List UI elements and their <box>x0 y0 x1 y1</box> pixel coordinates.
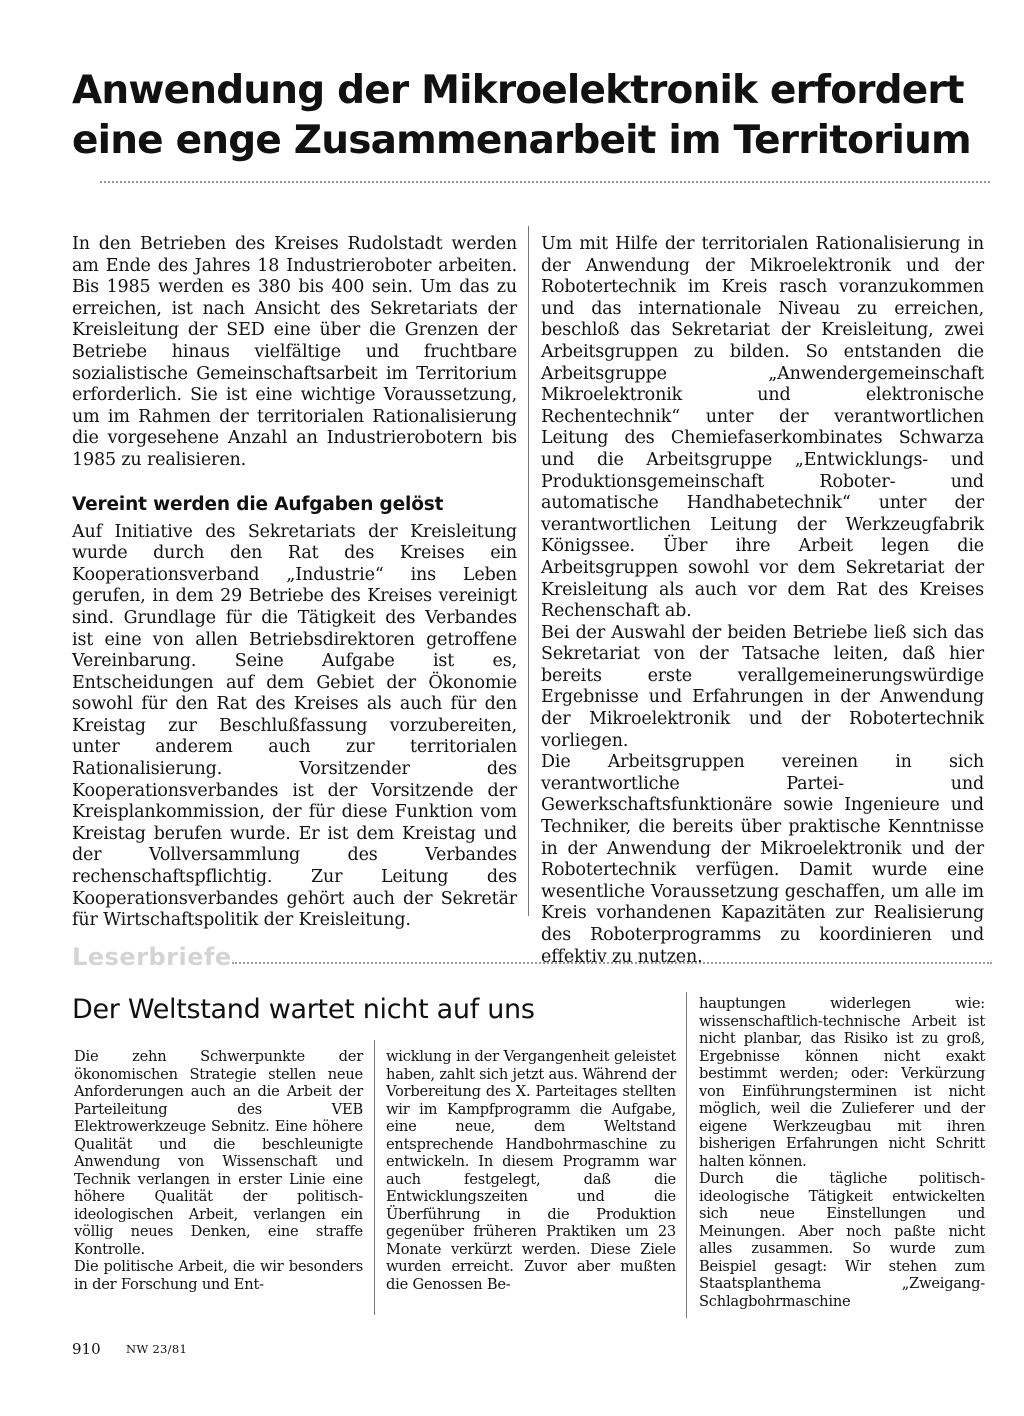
paragraph: In den Betrieben des Kreises Rudolstadt werden am Ende des Jahres 18 Industrieroboter arbeiten. Bis 1985 werden es 380 bis 400 sein. Um das zu erreichen, ist nach Ansicht des Sekretariats der Kreisleitung der SED eine über die Grenzen der Betriebe hinaus vielfältige und fruchtbare sozialistische Gemeinschaftsarbeit im Territorium erforderlich. Sie ist eine wichtige Voraussetzung, um im Rahmen der territorialen Rationalisierung die vorgesehene Anzahl an Industrierobotern bis 1985 zu realisieren. <box>72 234 517 470</box>
paragraph: Bei der Auswahl der beiden Betriebe ließ sich das Sekretariat von der Tatsache leiten, daß hier bereits erste verallgemeinerungswürdige Ergebnisse und Erfahrungen in der Anwendung der Mikroelektronik und der Robotertechnik vorliegen. <box>541 622 984 751</box>
section-divider <box>232 962 992 964</box>
paragraph: Durch die tägliche politisch-ideologische Tätigkeit entwickelten sich neue Einstellungen und Meinungen. Aber noch paßte nicht alles zusammen. So wurde zum Beispiel gesagt: Wir stehen zum Staatsplanthema „Zweigang-Schlagbohrmaschine <box>699 1170 985 1310</box>
article-headline <box>72 66 992 166</box>
section-label: Leserbriefe <box>72 943 232 971</box>
letter-headline: Der Weltstand wartet nicht auf uns <box>72 994 535 1025</box>
letter-column-2 <box>386 1048 676 1293</box>
article-column-1 <box>72 234 517 932</box>
headline-divider <box>100 181 990 183</box>
column-divider <box>528 226 529 916</box>
letter-column-1 <box>74 1048 363 1293</box>
issue-label: NW 23/81 <box>126 1342 188 1356</box>
paragraph: wicklung in der Vergangenheit geleistet haben, zahlt sich jetzt aus. Während der Vorbereitung des X. Parteitages stellten wir im Kampfprogramm die Aufgabe, eine neue, dem Weltstand entsprechende Handbohrmaschine zu entwickeln. In diesem Programm war auch festgelegt, daß die Entwicklungszeiten und die Überführung in die Produktion gegenüber früheren Praktiken um 23 Monate verkürzt werden. Diese Ziele wurden erreicht. Zuvor aber mußten die Genossen Be- <box>386 1048 676 1293</box>
headline-line-2: eine enge Zusammenarbeit im Territorium <box>72 118 971 163</box>
article-column-2 <box>541 234 984 968</box>
column-divider <box>374 1040 375 1315</box>
letter-column-3 <box>699 995 985 1310</box>
subheading: Vereint werden die Aufgaben gelöst <box>72 493 444 515</box>
paragraph: Die politische Arbeit, die wir besonders in der Forschung und Ent- <box>74 1258 363 1293</box>
page-number: 910 <box>72 1340 101 1358</box>
column-divider <box>686 992 687 1318</box>
headline-line-1: Anwendung der Mikroelektronik erfordert <box>72 68 964 113</box>
paragraph: Die zehn Schwerpunkte der ökonomischen Strategie stellen neue Anforderungen auch an die Arbeit der Parteileitung des VEB Elektrowerkzeuge Sebnitz. Eine höhere Qualität und die beschleunigte Anwendung von Wissenschaft und Technik verlangen in erster Linie eine höhere Qualität der politisch-ideologischen Arbeit, verlangen ein völlig neues Denken, eine straffe Kontrolle. <box>74 1048 363 1258</box>
paragraph: Um mit Hilfe der territorialen Rationalisierung in der Anwendung der Mikroelektronik und der Robotertechnik im Kreis rasch voranzukommen und das internationale Niveau zu erreichen, beschloß das Sekretariat der Kreisleitung, zwei Arbeitsgruppen zu bilden. So entstanden die Arbeitsgruppe „Anwendergemeinschaft Mikroelektronik und elektronische Rechentechnik“ unter der verantwortlichen Leitung des Chemiefaserkombinates Schwarza und die Arbeitsgruppe „Entwicklungs- und Produktionsgemeinschaft Roboter- und automatische Handhabetechnik“ unter der verantwortlichen Leitung der Werkzeugfabrik Königssee. Über ihre Arbeit legen die Arbeitsgruppen sowohl vor dem Sekretariat der Kreisleitung als auch vor dem Rat des Kreises Rechenschaft ab. <box>541 234 984 622</box>
paragraph: Auf Initiative des Sekretariats der Kreisleitung wurde durch den Rat des Kreises ein Kooperationsverband „Industrie“ ins Leben gerufen, in dem 29 Betriebe des Kreises vereinigt sind. Grundlage für die Tätigkeit des Verbandes ist eine von allen Betriebsdirektoren getroffene Vereinbarung. Seine Aufgabe ist es, Entscheidungen auf dem Gebiet der Ökonomie sowohl für den Rat des Kreises als auch für den Kreistag zur Beschlußfassung vorzubereiten, unter anderem auch zur territorialen Rationalisierung. Vorsitzender des Kooperationsverbandes ist der Vorsitzende der Kreisplankommission, der für diese Funktion vom Kreistag berufen wurde. Er ist dem Kreistag und der Vollversammlung des Verbandes rechenschaftspflichtig. Zur Leitung des Kooperationsverbandes gehört auch der Sekretär für Wirtschaftspolitik der Kreisleitung. <box>72 521 517 931</box>
paragraph: hauptungen widerlegen wie: wissenschaftlich-technische Arbeit ist nicht planbar, das Risiko ist zu groß, Ergebnisse können nicht exakt bestimmt werden; oder: Verkürzung von Einführungsterminen ist nicht möglich, weil die Zulieferer und der eigene Werkzeugbau mit ihren bisherigen Erfahrungen nicht Schritt halten können. <box>699 995 985 1170</box>
paragraph: Die Arbeitsgruppen vereinen in sich verantwortliche Partei- und Gewerkschaftsfunktionäre sowie Ingenieure und Techniker, die bereits über praktische Kenntnisse in der Anwendung der Mikroelektronik und der Robotertechnik verfügen. Damit wurde eine wesentliche Voraussetzung geschaffen, um alle im Kreis vorhandenen Kapazitäten zur Realisierung des Roboterprogramms zu koordinieren und effektiv zu nutzen. <box>541 752 984 967</box>
